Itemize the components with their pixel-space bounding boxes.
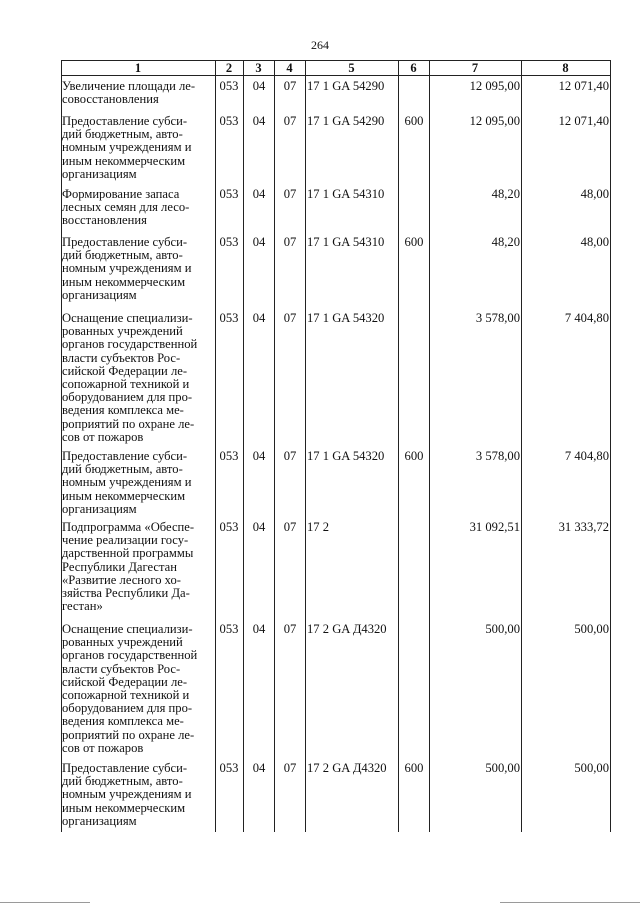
header-col-1: 1 bbox=[134, 61, 142, 75]
cell-target-code: 17 1 GA 54290 bbox=[307, 114, 385, 128]
cell-amount-2: 500,00 bbox=[574, 761, 609, 775]
cell-ministry-code: 053 bbox=[219, 187, 239, 201]
cell-amount-2: 12 071,40 bbox=[558, 114, 609, 128]
row-description: Предоставление субси- дий бюджетным, авто- номным учреждениям и иным некоммерческим организациям bbox=[62, 235, 192, 302]
cell-amount-1: 3 578,00 bbox=[475, 449, 520, 463]
cell-amount-2: 48,00 bbox=[580, 187, 609, 201]
cell-section: 04 bbox=[252, 235, 266, 249]
cell-expense-type: 600 bbox=[404, 114, 424, 128]
cell-subsection: 07 bbox=[283, 520, 297, 534]
row-description: Оснащение специализи- рованных учреждений органов государственной власти субъектов Рос- сийской Федерации ле- сопожарной техникой и оборудованием для про- ведения комплекса ме- роприятий по охране ле- сов от пожаров bbox=[62, 622, 198, 755]
cell-expense-type: 600 bbox=[404, 449, 424, 463]
cell-amount-1: 31 092,51 bbox=[469, 520, 520, 534]
cell-subsection: 07 bbox=[283, 622, 297, 636]
cell-amount-2: 48,00 bbox=[580, 235, 609, 249]
cell-amount-1: 3 578,00 bbox=[475, 311, 520, 325]
cell-target-code: 17 2 GA Д4320 bbox=[307, 761, 387, 775]
cell-ministry-code: 053 bbox=[219, 79, 239, 93]
row-description: Увеличение площади ле- совосстановления bbox=[62, 79, 196, 107]
cell-target-code: 17 1 GA 54320 bbox=[307, 449, 385, 463]
header-col-4: 4 bbox=[286, 61, 293, 75]
col-border bbox=[215, 60, 216, 832]
header-col-8: 8 bbox=[562, 61, 569, 75]
col-border bbox=[610, 60, 611, 832]
col-border bbox=[521, 60, 522, 832]
cell-ministry-code: 053 bbox=[219, 449, 239, 463]
cell-section: 04 bbox=[252, 114, 266, 128]
cell-amount-2: 7 404,80 bbox=[564, 449, 609, 463]
header-col-3: 3 bbox=[255, 61, 262, 75]
cell-subsection: 07 bbox=[283, 311, 297, 325]
cell-target-code: 17 1 GA 54320 bbox=[307, 311, 385, 325]
cell-amount-2: 7 404,80 bbox=[564, 311, 609, 325]
cell-ministry-code: 053 bbox=[219, 311, 239, 325]
header-col-2: 2 bbox=[225, 61, 233, 75]
cell-section: 04 bbox=[252, 311, 266, 325]
col-border bbox=[429, 60, 430, 832]
header-col-7: 7 bbox=[471, 61, 479, 75]
row-description: Предоставление субси- дий бюджетным, авто- номным учреждениям и иным некоммерческим организациям bbox=[62, 114, 192, 181]
row-description: Предоставление субси- дий бюджетным, авто- номным учреждениям и иным некоммерческим организациям bbox=[62, 761, 192, 828]
col-border bbox=[398, 60, 399, 832]
scan-artifact bbox=[500, 902, 640, 903]
col-border bbox=[243, 60, 244, 832]
cell-subsection: 07 bbox=[283, 235, 297, 249]
cell-expense-type: 600 bbox=[404, 761, 424, 775]
col-border bbox=[274, 60, 275, 832]
header-col-6: 6 bbox=[410, 61, 417, 75]
cell-amount-2: 500,00 bbox=[574, 622, 609, 636]
cell-section: 04 bbox=[252, 449, 266, 463]
scan-artifact bbox=[0, 902, 90, 903]
cell-amount-1: 500,00 bbox=[485, 622, 520, 636]
cell-ministry-code: 053 bbox=[219, 114, 239, 128]
cell-target-code: 17 1 GA 54310 bbox=[307, 187, 385, 201]
cell-amount-1: 48,20 bbox=[491, 187, 520, 201]
cell-ministry-code: 053 bbox=[219, 761, 239, 775]
cell-subsection: 07 bbox=[283, 449, 297, 463]
cell-amount-1: 12 095,00 bbox=[469, 114, 520, 128]
cell-amount-2: 12 071,40 bbox=[558, 79, 609, 93]
cell-amount-1: 500,00 bbox=[485, 761, 520, 775]
row-description: Формирование запаса лесных семян для лесо- восстановления bbox=[62, 187, 190, 228]
row-description: Подпрограмма «Обеспе- чение реализации госу- дарственной программы Республики Дагестан «Развитие лесного хо- зяйства Республики Да- гестан» bbox=[62, 520, 195, 614]
cell-target-code: 17 2 GA Д4320 bbox=[307, 622, 387, 636]
cell-target-code: 17 1 GA 54310 bbox=[307, 235, 385, 249]
header-col-5: 5 bbox=[348, 61, 355, 75]
row-description: Оснащение специализи- рованных учреждений органов государственной власти субъектов Рос- сийской Федерации ле- сопожарной техникой и оборудованием для про- ведения комплекса ме- роприятий по охране ле- сов от пожаров bbox=[62, 311, 198, 444]
cell-amount-1: 12 095,00 bbox=[469, 79, 520, 93]
cell-ministry-code: 053 bbox=[219, 235, 239, 249]
cell-section: 04 bbox=[252, 622, 266, 636]
cell-ministry-code: 053 bbox=[219, 622, 239, 636]
page-number: 264 bbox=[311, 38, 329, 52]
cell-target-code: 17 1 GA 54290 bbox=[307, 79, 385, 93]
cell-amount-2: 31 333,72 bbox=[558, 520, 609, 534]
cell-subsection: 07 bbox=[283, 79, 297, 93]
cell-section: 04 bbox=[252, 761, 266, 775]
cell-expense-type: 600 bbox=[404, 235, 424, 249]
cell-section: 04 bbox=[252, 187, 266, 201]
col-border bbox=[305, 60, 306, 832]
cell-subsection: 07 bbox=[283, 761, 297, 775]
cell-section: 04 bbox=[252, 520, 266, 534]
row-description: Предоставление субси- дий бюджетным, авто- номным учреждениям и иным некоммерческим организациям bbox=[62, 449, 192, 516]
cell-subsection: 07 bbox=[283, 114, 297, 128]
cell-amount-1: 48,20 bbox=[491, 235, 520, 249]
cell-subsection: 07 bbox=[283, 187, 297, 201]
cell-target-code: 17 2 bbox=[307, 520, 330, 534]
cell-section: 04 bbox=[252, 79, 266, 93]
cell-ministry-code: 053 bbox=[219, 520, 239, 534]
